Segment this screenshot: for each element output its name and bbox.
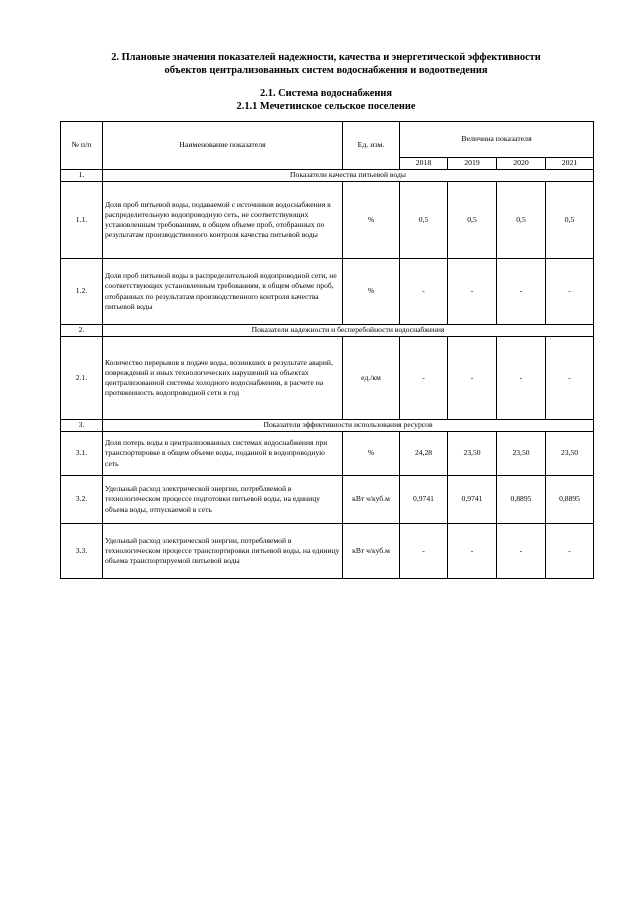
table-row	[61, 476, 594, 524]
table-row	[61, 337, 594, 420]
header-year: 2020	[497, 158, 546, 170]
row-value: 23,50	[546, 432, 594, 476]
row-value: -	[448, 524, 497, 579]
header-year: 2018	[400, 158, 448, 170]
row-num: 3.1.	[61, 432, 103, 476]
row-value: 0,5	[400, 182, 448, 259]
row-num: 1.2.	[61, 259, 103, 325]
section-row	[61, 325, 594, 337]
table-row	[61, 432, 594, 476]
table-header-row	[61, 122, 594, 158]
header-unit: Ед. изм.	[343, 122, 400, 170]
section-row	[61, 170, 594, 182]
row-unit: %	[343, 432, 400, 476]
settlement-title: 2.1.1 Мечетинское сельское поселение	[236, 101, 416, 112]
table-row	[61, 524, 594, 579]
row-unit: %	[343, 182, 400, 259]
row-value: 23,50	[497, 432, 546, 476]
section-title: Показатели надежности и бесперебойности водоснабжения	[103, 325, 594, 337]
row-name: Доля проб питьевой воды в распределительной водопроводной сети, не соответствующих установленным требованиям, в общем объеме проб, отобранных по результатам производственного контроля качества питьевой воды	[103, 259, 343, 325]
row-unit: ед./км	[343, 337, 400, 420]
document-title-line-1: 2. Плановые значения показателей надежности, качества и энергетической эффективности	[111, 52, 541, 63]
row-unit: кВт ч/куб.м	[343, 476, 400, 524]
row-value: -	[546, 524, 594, 579]
document-title-line-2: объектов централизованных систем водоснабжения и водоотведения	[164, 65, 488, 76]
row-value: -	[400, 337, 448, 420]
header-name: Наименование показателя	[103, 122, 343, 170]
row-value: 24,28	[400, 432, 448, 476]
row-value: 0,9741	[400, 476, 448, 524]
document-title	[60, 51, 592, 77]
row-value: 0,8895	[497, 476, 546, 524]
section-row	[61, 420, 594, 432]
row-value: 0,5	[546, 182, 594, 259]
row-value: 0,5	[497, 182, 546, 259]
row-name: Доля проб питьевой воды, подаваемой с источников водоснабжения в распределительную водопроводную сеть, не соответствующих установленным требованиям, в общем объеме проб, отобранных по результатам производственного контроля качества питьевой воды	[103, 182, 343, 259]
row-value: -	[497, 524, 546, 579]
document-subtitle	[60, 87, 592, 113]
row-num: 3.3.	[61, 524, 103, 579]
row-num: 1.1.	[61, 182, 103, 259]
row-name: Количество перерывов в подаче воды, возникших в результате аварий, повреждений и иных технологических нарушений на объектах централизованной системы холодного водоснабжения, в расчете на протяженность водопроводной сети в год	[103, 337, 343, 420]
section-title: Показатели эффективности использования ресурсов	[103, 420, 594, 432]
table-row	[61, 182, 594, 259]
row-num: 2.1.	[61, 337, 103, 420]
row-num: 3.2.	[61, 476, 103, 524]
row-value: -	[497, 259, 546, 325]
row-value: -	[400, 259, 448, 325]
section-num: 2.	[61, 325, 103, 337]
header-year: 2021	[546, 158, 594, 170]
row-value: 0,9741	[448, 476, 497, 524]
row-value: -	[448, 337, 497, 420]
section-title: 2.1. Система водоснабжения	[259, 88, 393, 99]
row-name: Удельный расход электрической энергии, потребляемой в технологическом процессе подготовки питьевой воды, на единицу объема воды, отпускаемой в сеть	[103, 476, 343, 524]
row-name: Доля потерь воды в централизованных системах водоснабжения при транспортировке в общем объеме воды, поданной в водопроводную сеть	[103, 432, 343, 476]
row-unit: %	[343, 259, 400, 325]
row-value: 0,5	[448, 182, 497, 259]
row-value: -	[448, 259, 497, 325]
row-value: -	[546, 259, 594, 325]
indicators-table	[60, 121, 594, 579]
row-unit: кВт ч/куб.м	[343, 524, 400, 579]
section-num: 1.	[61, 170, 103, 182]
header-year: 2019	[448, 158, 497, 170]
row-value: -	[497, 337, 546, 420]
row-name: Удельный расход электрической энергии, потребляемой в технологическом процессе транспортировки питьевой воды, на единицу объема транспортируемой питьевой воды	[103, 524, 343, 579]
header-value: Величина показателя	[400, 122, 594, 158]
section-num: 3.	[61, 420, 103, 432]
header-num: № п/п	[61, 122, 103, 170]
row-value: 0,8895	[546, 476, 594, 524]
table-row	[61, 259, 594, 325]
row-value: -	[400, 524, 448, 579]
section-title: Показатели качества питьевой воды	[103, 170, 594, 182]
row-value: 23,50	[448, 432, 497, 476]
row-value: -	[546, 337, 594, 420]
